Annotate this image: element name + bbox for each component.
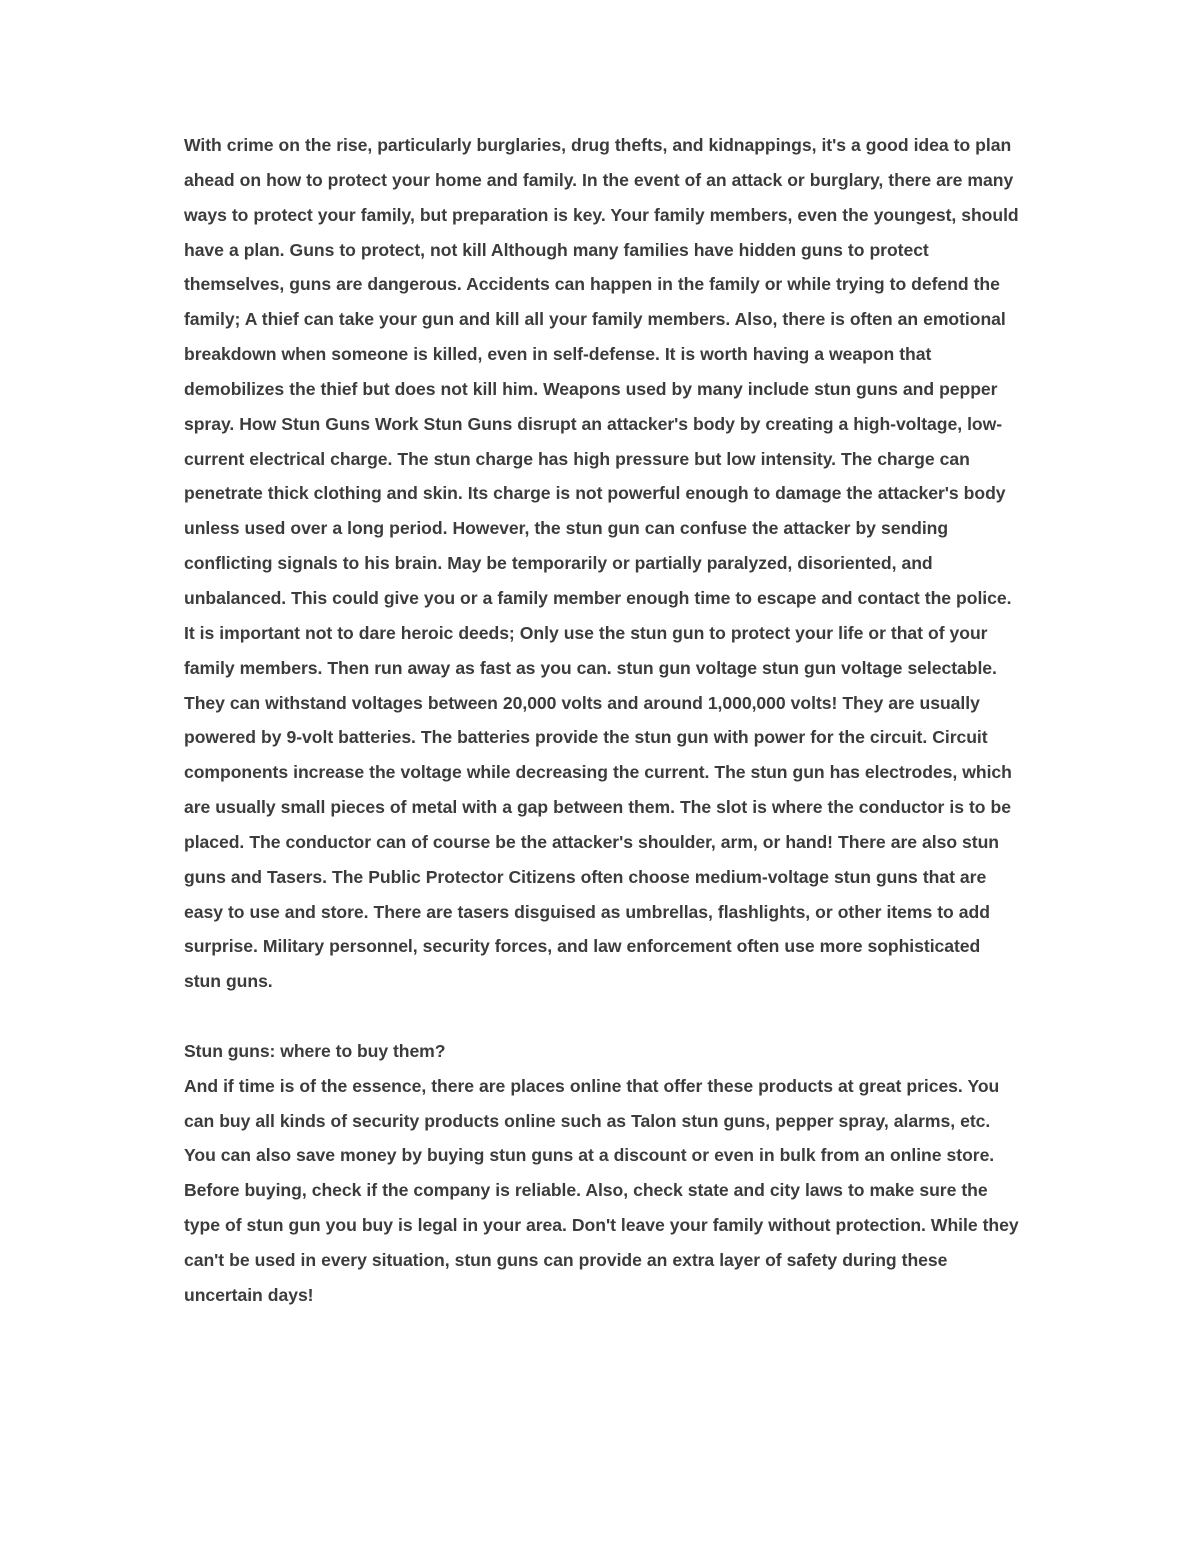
paragraph-spacer bbox=[184, 999, 1022, 1034]
body-paragraph-2: And if time is of the essence, there are places online that offer these products at great prices. You can buy all kinds of security products online such as Talon stun guns, pepper spray, alarms, etc. You can also save money by buying stun guns at a discount or even in bulk from an online store. Before buying, check if the company is reliable. Also, check state and city laws to make sure the type of stun gun you buy is legal in your area. Don't leave your family without protection. While they can't be used in every situation, stun guns can provide an extra layer of safety during these uncertain days! bbox=[184, 1075, 1019, 1305]
document-text-body bbox=[184, 128, 1022, 1313]
section-subheading: Stun guns: where to buy them? bbox=[184, 1040, 446, 1061]
body-paragraph-1: With crime on the rise, particularly burglaries, drug thefts, and kidnappings, it's a good idea to plan ahead on how to protect your home and family. In the event of an attack or burglary, there are many ways to protect your family, but preparation is key. Your family members, even the youngest, should have a plan. Guns to protect, not kill Although many families have hidden guns to protect themselves, guns are dangerous. Accidents can happen in the family or while trying to defend the family; A thief can take your gun and kill all your family members. Also, there is often an emotional breakdown when someone is killed, even in self-defense. It is worth having a weapon that demobilizes the thief but does not kill him. Weapons used by many include stun guns and pepper spray. How Stun Guns Work Stun Guns disrupt an attacker's body by creating a high-voltage, low-current electrical charge. The stun charge has high pressure but low intensity. The charge can penetrate thick clothing and skin. Its charge is not powerful enough to damage the attacker's body unless used over a long period. However, the stun gun can confuse the attacker by sending conflicting signals to his brain. May be temporarily or partially paralyzed, disoriented, and unbalanced. This could give you or a family member enough time to escape and contact the police. It is important not to dare heroic deeds; Only use the stun gun to protect your life or that of your family members. Then run away as fast as you can. stun gun voltage stun gun voltage selectable. They can withstand voltages between 20,000 volts and around 1,000,000 volts! They are usually powered by 9-volt batteries. The batteries provide the stun gun with power for the circuit. Circuit components increase the voltage while decreasing the current. The stun gun has electrodes, which are usually small pieces of metal with a gap between them. The slot is where the conductor is to be placed. The conductor can of course be the attacker's shoulder, arm, or hand! There are also stun guns and Tasers. The Public Protector Citizens often choose medium-voltage stun guns that are easy to use and store. There are tasers disguised as umbrellas, flashlights, or other items to add surprise. Military personnel, security forces, and law enforcement often use more sophisticated stun guns. bbox=[184, 135, 1019, 992]
